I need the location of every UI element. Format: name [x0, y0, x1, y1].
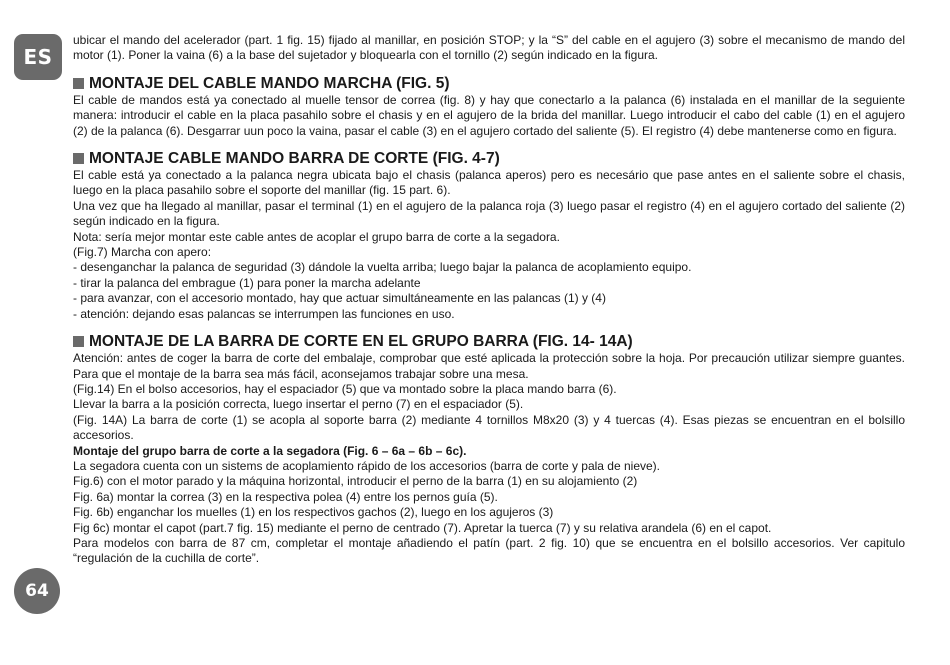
paragraph: (Fig.14) En el bolso accesorios, hay el espaciador (5) que va montado sobre la placa mando barra (6). [73, 381, 617, 396]
square-bullet-icon [73, 153, 84, 164]
square-bullet-icon [73, 78, 84, 89]
list-item: - desenganchar la palanca de seguridad (3) dándole la vuelta arriba; luego bajar la palanca de acoplamiento equipo. [73, 260, 692, 275]
paragraph: Fig 6c) montar el capot (part.7 fig. 15) mediante el perno de centrado (7). Apretar la tuerca (7) y su relativa arandela (6) en el capot. [73, 520, 772, 535]
subheading: Montaje del grupo barra de corte a la segadora (Fig. 6 – 6a – 6b – 6c). [73, 443, 467, 458]
page-body [73, 33, 905, 567]
intro-paragraph: ubicar el mando del acelerador (part. 1 fig. 15) fijado al manillar, en posición STOP; y la “S” del cable en el agujero (3) sobre el mecanismo de mando del motor (1). Poner la vaina (6) a la base del sujetador y bloquearla con el tornillo (2) según indicado en la figura. [73, 33, 905, 63]
paragraph: Nota: sería mejor montar este cable antes de acoplar el grupo barra de corte a la segadora. [73, 229, 560, 244]
section-heading-barra-corte-grupo: MONTAJE DE LA BARRA DE CORTE EN EL GRUPO BARRA (FIG. 14- 14A) [73, 332, 905, 351]
section-heading-cable-barra-corte: MONTAJE CABLE MANDO BARRA DE CORTE (FIG. 4-7) [73, 149, 905, 168]
paragraph: Fig. 6a) montar la correa (3) en la respectiva polea (4) entre los pernos guía (5). [73, 489, 498, 504]
paragraph: Una vez que ha llegado al manillar, pasar el terminal (1) en el agujero de la palanca roja (3) luego pasar el registro (4) en el agujero cortado del saliente (2) según indicado en la figura. [73, 198, 905, 229]
paragraph: Para modelos con barra de 87 cm, completar el montaje añadiendo el patín (part. 2 fig. 10) que se encuentra en el bolsillo accesorios. Ver capitulo “regulación de la cuchilla de corte”. [73, 535, 905, 566]
paragraph: La segadora cuenta con un sistems de acoplamiento rápido de los accesorios (barra de corte y pala de nieve). [73, 458, 661, 473]
paragraph: Atención: antes de coger la barra de corte del embalaje, comprobar que esté aplicada la protección sobre la hoja. Por precaución utilizar siempre guantes. Para que el montaje de la barra sea más fácil, aconsejamos trabajar sobre una mesa. [73, 351, 905, 381]
page-number: 64 [14, 568, 60, 614]
list-item: - atención: dejando esas palancas se interrumpen las funciones en uso. [73, 306, 455, 321]
paragraph: El cable de mandos está ya conectado al muelle tensor de correa (fig. 8) y hay que conectarlo a la palanca (6) instalada en el manillar de la seguiente manera: introducir el cable en la placa pasahilo sobre el chasis y en el agujero de la brida del manillar. Luego introducir el cabo del cable (1) en el agujero (2) de la palanca (6). Desgarrar uun poco la vaina, pasar el cable (3) en el agujero cortado del saliente (5). El registro (4) debe mantenerse como en figura. [73, 92, 905, 138]
paragraph: (Fig.7) Marcha con apero: [73, 245, 212, 260]
paragraph: (Fig. 14A) La barra de corte (1) se acopla al soporte barra (2) mediante 4 tornillos M8x20 (3) y 4 tuercas (4). Esas piezas se encuentran en el bolsillo accesorios. [73, 412, 905, 443]
square-bullet-icon [73, 336, 84, 347]
list-item: - para avanzar, con el accesorio montado, hay que actuar simultáneamente en las palancas (1) y (4) [73, 291, 606, 306]
paragraph: Llevar la barra a la posición correcta, luego insertar el perno (7) en el espaciador (5). [73, 397, 524, 412]
language-tab: ES [14, 34, 62, 80]
paragraph: El cable está ya conectado a la palanca negra ubicata bajo el chasis (palanca aperos) pero es necesário que pase antes en el saliente sobre el chasis, luego en la placa pasahilo sobre el soporte del manillar (fig. 15 part. 6). [73, 168, 905, 198]
section-heading-cable-mando-marcha: MONTAJE DEL CABLE MANDO MARCHA (FIG. 5) [73, 74, 905, 93]
paragraph: Fig. 6b) enganchar los muelles (1) en los respectivos gachos (2), luego en los agujeros (3) [73, 505, 554, 520]
list-item: - tirar la palanca del embrague (1) para poner la marcha adelante [73, 275, 421, 290]
paragraph: Fig.6) con el motor parado y la máquina horizontal, introducir el perno de la barra (1) en su alojamiento (2) [73, 474, 638, 489]
